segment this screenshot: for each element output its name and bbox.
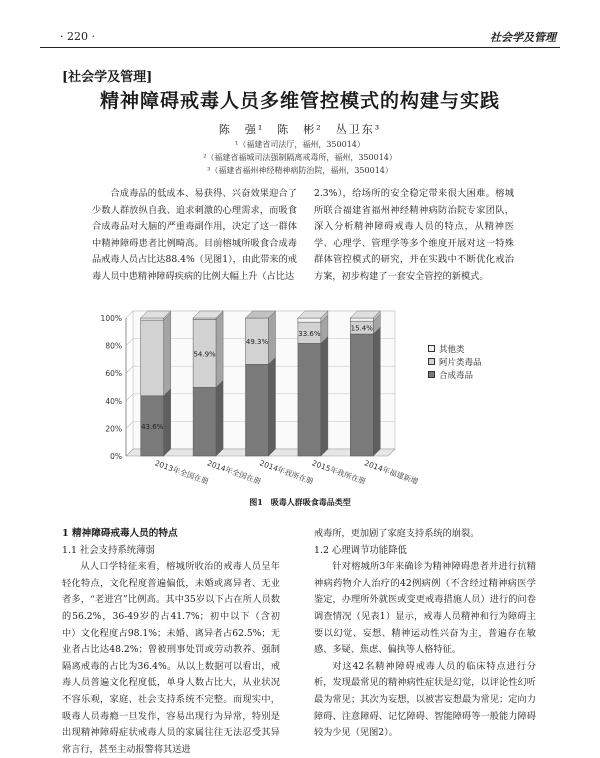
page-number: · 220 ·: [60, 30, 95, 43]
authors: 陈 强¹ 陈 彬² 丛卫东³: [218, 123, 382, 136]
bar-segment: [193, 318, 216, 319]
legend-swatch-synthetic: [428, 371, 435, 378]
subsection-heading-1-1: 1.1 社会支持系统薄弱: [62, 544, 155, 556]
legend-item: [428, 342, 513, 355]
body-right-paragraph-1: 戒毒所，更加剧了家庭支持系统的崩裂。: [314, 528, 480, 539]
bar-segment: [350, 318, 373, 321]
bar-segment-side: [269, 311, 276, 364]
gridline-diagonal: [126, 339, 133, 346]
x-tick-label: 2014年福建新增: [363, 458, 420, 487]
legend-swatch-other: [428, 345, 435, 352]
bar-segment-side: [321, 336, 328, 456]
data-label: 54.9%: [193, 350, 216, 359]
bar-segment-side: [164, 313, 171, 396]
gridline-diagonal: [126, 421, 133, 428]
bar-segment-side: [269, 357, 276, 456]
legend-item: [428, 355, 513, 368]
y-tick-label: 40%: [105, 396, 122, 406]
affiliation-3: ³（福建省福州神经精神病防治院，福州，350014）: [207, 166, 393, 175]
data-label: 49.3%: [245, 338, 269, 347]
y-tick-label: 60%: [105, 369, 122, 379]
header-rule: [40, 47, 560, 48]
figure-caption: 图1 吸毒人群吸食毒品类型: [249, 497, 351, 507]
subsection-heading-1-2: 1.2 心理调节功能降低: [314, 544, 407, 556]
intro-left-paragraph: 合成毒品的低成本、易获得、兴奋效果迎合了少数人群放纵自我、追求刺激的心理需求，而吸食合成毒品对大脑的严重毒副作用，决定了这一群体中精神障碍患者比例畸高。目前榕城所吸食合成毒品戒毒人员占比达88.4%（见图1），由此带来的戒毒人员中患精神障碍疾病的比例大幅上升（占比达: [92, 188, 297, 282]
bar-segment-side: [164, 389, 171, 456]
legend-label: 阿片类毒品: [439, 357, 482, 368]
y-tick-label: 20%: [105, 424, 122, 434]
body-left-paragraph: 从人口学特征来看，榕城所收治的戒毒人员呈年轻化特点，文化程度普遍偏低，未婚或离异者、无业者多，“老进宫”比例高。其中35岁以下占在所人员数的56.2%，36-49岁的占41.7%；初中以下（含初中）文化程度占98.1%；未婚、离异者占62.5%；无业者占比达48.2%；曾被刑事处罚或劳动教养、强制隔离戒毒的占比为36.4%。从以上数据可以看出，戒毒人员普遍文化程度低，单身人数占比大，从业状况不容乐观，家庭、社会支持系统不完整。而现实中，吸毒人员毒瘾一旦发作，容易出现行为异常，特别是出现精神障碍症状戒毒人员的家属往往无法忍受其异常言行，甚至主动报警将其送进: [62, 561, 280, 755]
section-tag: [社会学及管理]: [62, 70, 153, 85]
gridline-diagonal: [126, 311, 133, 318]
bar-segment: [350, 334, 373, 456]
x-tick-label: 2014年我所在册: [258, 458, 315, 487]
bar-segment-side: [216, 380, 223, 456]
x-tick-label: 2013年全国在册: [153, 458, 210, 487]
legend-label: 合成毒品: [439, 370, 474, 381]
section-heading-1: 1 精神障碍戒毒人员的特点: [62, 528, 178, 539]
data-label: 33.6%: [298, 329, 321, 338]
bar-segment: [298, 318, 321, 322]
body-right-column: [314, 526, 536, 742]
bar-segment: [141, 318, 164, 320]
data-label: 15.4%: [350, 324, 373, 333]
x-tick-label: 2015年我所在册: [310, 458, 367, 487]
affiliation-1: ¹（福建省司法厅，福州，350014）: [235, 140, 365, 149]
body-right-paragraph-3: 对这42名精神障碍戒毒人员的临床特点进行分析，发现最常见的精神病性症状是幻觉，以评论性幻听最为常见；其次为妄想，以被害妄想最为常见；定向力障碍、注意障碍、记忆障碍、智能障碍等一般能力障碍较为少见（见图2）。: [314, 660, 536, 739]
bar-segment-side: [216, 312, 223, 387]
body-right-paragraph-2: 针对榕城所3年来确诊为精神障碍患者并进行抗精神病药物介人治疗的42例病例（不含经过精神病医学鉴定，办理所外就医或变更戒毒措施人员）进行的问卷调查情况（见表1）显示，戒毒人员精神和行为障碍主要以幻觉、妄想、精神运动性兴奋为主，普遍存在敏感、多疑、焦虑、偏执等人格特征。: [314, 561, 536, 656]
figure-1-chart: [92, 308, 420, 493]
gridline-diagonal: [126, 394, 133, 401]
bar-segment: [246, 364, 269, 456]
legend-item: [428, 368, 513, 381]
intro-right-paragraph: 2.3%），给场所的安全稳定带来很大困难。榕城所联合福建省福州神经精神病防治院专家团队，深入分析精神障碍戒毒人员的特点，从精神医学、心理学、管理学等多个维度开展对这一特殊群体管控模式的研究，并在实践中不断优化戒治方案，初步构建了一套安全管控的新模式。: [314, 188, 514, 282]
x-tick-label: 2014年全国在册: [205, 458, 263, 487]
y-tick-label: 80%: [105, 341, 122, 351]
data-label: 43.6%: [141, 422, 164, 431]
body-left-column: [62, 526, 280, 758]
legend-label: 其他类: [439, 344, 465, 355]
affiliation-2: ²（福建省福城司法强制隔离戒毒所，福州，350014）: [203, 153, 397, 162]
intro-right-column: [314, 186, 514, 286]
article-title: 精神障碍戒毒人员多维管控模式的构建与实践: [99, 90, 500, 112]
legend-swatch-opiate: [428, 358, 435, 365]
bar-segment-side: [373, 327, 380, 456]
gridline-diagonal: [126, 366, 133, 373]
y-tick-label: 0%: [110, 452, 122, 461]
intro-left-column: [92, 186, 297, 286]
running-header-journal: 社会学及管理: [490, 31, 556, 44]
y-tick-label: 100%: [100, 314, 122, 323]
bar-segment: [141, 320, 164, 396]
bar-segment: [193, 387, 216, 456]
bar-segment: [298, 343, 321, 456]
chart-legend: [428, 342, 513, 381]
